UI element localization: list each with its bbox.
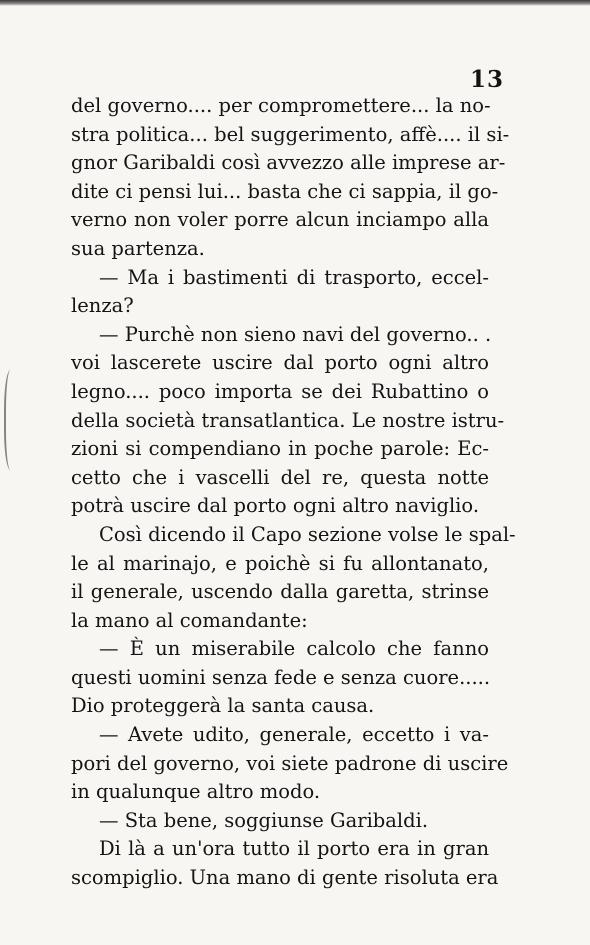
text-line: della società transatlantica. Le nostre istru-	[71, 408, 505, 432]
text-line: potrà uscire dal porto ogni altro naviglio.	[71, 494, 480, 518]
binding-mark	[4, 370, 20, 470]
text-line: Dio proteggerà la santa causa.	[71, 694, 375, 718]
text-line: scompiglio. Una mano di gente risoluta era	[71, 866, 499, 890]
text-line: pori del governo, voi siete padrone di uscire	[71, 751, 509, 775]
text-line: in qualunque altro modo.	[71, 780, 321, 804]
text-line: — Ma i bastimenti di trasporto, eccel-	[99, 265, 489, 289]
text-line: voi lascerete uscire dal porto ogni altro	[71, 351, 489, 375]
text-line: cetto che i vascelli del re, questa notte	[71, 465, 489, 489]
text-line: — Purchè non sieno navi del governo.. .	[99, 322, 492, 346]
body-text	[71, 92, 516, 893]
text-line: dite ci pensi lui... basta che ci sappia, il go-	[71, 179, 499, 203]
text-line: — Sta bene, soggiunse Garibaldi.	[99, 808, 429, 832]
text-line: le al marinajo, e poichè si fu allontanato,	[71, 551, 489, 575]
text-line: legno.... poco importa se dei Rubattino o	[71, 379, 489, 403]
text-line: verno non voler porre alcun inciampo alla	[71, 208, 489, 232]
text-line: Di là a un'ora tutto il porto era in gran	[99, 837, 489, 861]
text-line: del governo.... per compromettere... la no-	[71, 94, 491, 117]
text-line: la mano al comandante:	[71, 608, 308, 632]
text-line: Così dicendo il Capo sezione volse le spal-	[99, 522, 516, 546]
page-number: 13	[469, 66, 504, 93]
text-line: gnor Garibaldi così avvezzo alle imprese ar-	[71, 151, 506, 175]
text-line: il generale, uscendo dalla garetta, strinse	[71, 580, 489, 604]
text-line: questi uomini senza fede e senza cuore.....	[71, 665, 491, 689]
text-line: zioni si compendiano in poche parole: Ec-	[71, 437, 489, 461]
text-line: stra politica... bel suggerimento, affè.... il si-	[71, 122, 510, 146]
page-top-edge	[0, 0, 590, 6]
text-line: lenza?	[71, 294, 134, 318]
text-line: — Avete udito, generale, eccetto i va-	[99, 723, 489, 747]
text-line: — È un miserabile calcolo che fanno	[99, 637, 489, 661]
text-line: sua partenza.	[71, 236, 205, 260]
